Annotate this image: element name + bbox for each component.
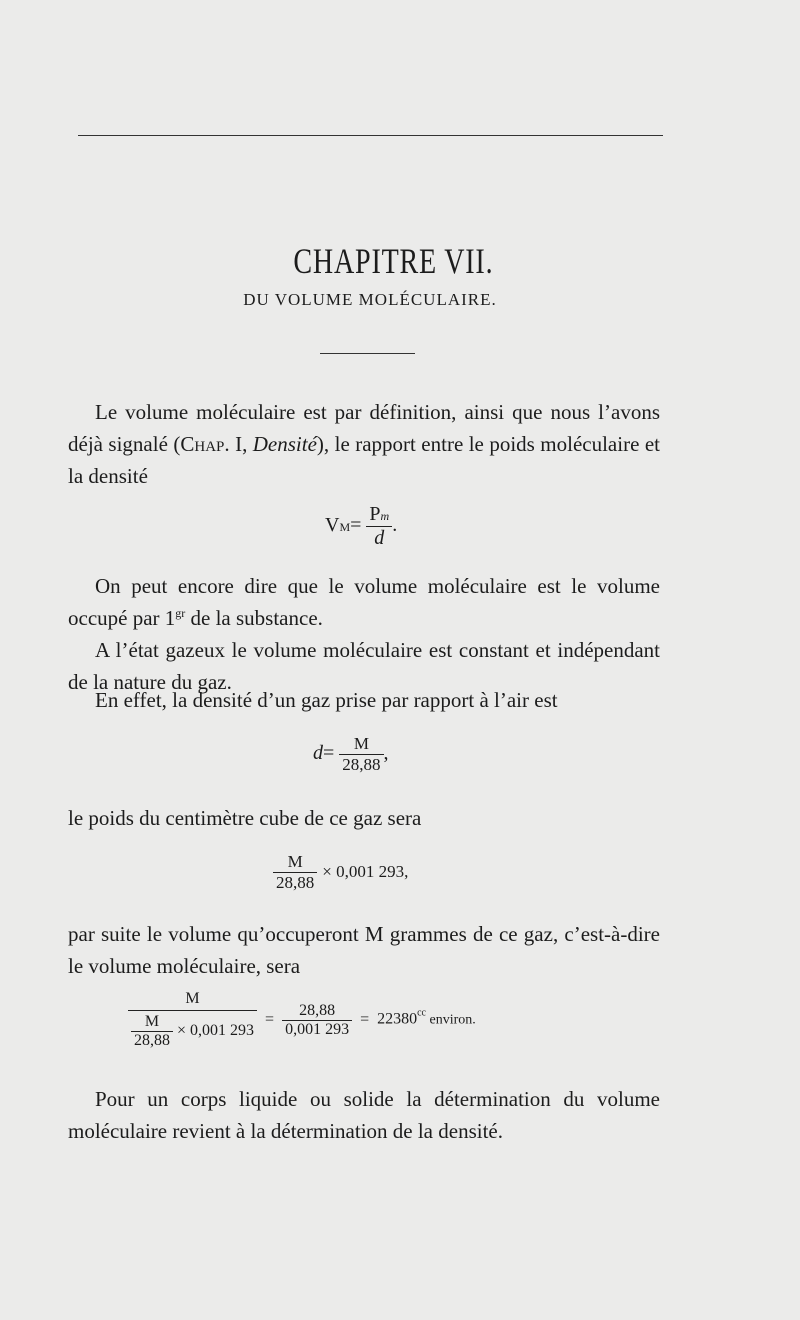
paragraph-3: A l’état gazeux le volume moléculaire est constant et indépendant de la nature du gaz. — [68, 638, 660, 694]
paragraph-5: le poids du centimètre cube de ce gaz sera — [68, 806, 422, 830]
equation-cm3-weight: $\frac{M}{28,88}$ × 0,001 293, — [273, 852, 408, 893]
paragraph-2: On peut encore dire que le volume moléculaire est le volume occupé par $1^{gr}$ de la substance. — [68, 574, 660, 630]
equation-density: d= $\frac{M}{28,88}$ , — [313, 734, 389, 774]
paragraph-4: En effet, la densité d’un gaz prise par rapport à l’air est — [95, 688, 558, 712]
equation-molecular-volume: M $\frac{M}{28,88}$ × 0,001 293 = $\frac{28,88}{0,001 293}$ = $22380^{cc}$ environ. — [128, 990, 476, 1050]
chapter-title: CHAPITRE VII. — [293, 241, 494, 281]
chapter-subtitle: DU VOLUME MOLÉCULAIRE. — [243, 290, 497, 309]
equation-vm: VM= $\frac{Pm}{d}$ . — [325, 503, 398, 549]
paragraph-6: par suite le volume qu’occuperont M grammes de ce gaz, c’est-à-dire le volume moléculaire, sera — [68, 922, 660, 978]
paragraph-7: Pour un corps liquide ou solide la détermination du volume moléculaire revient à la détermination de la densité. — [68, 1087, 660, 1143]
title-rule — [320, 353, 415, 354]
paragraph-1: Le volume moléculaire est par définition, ainsi que nous l’avons déjà signalé (Chap. I, Densité), le rapport entre le poids moléculaire et la densité — [68, 400, 660, 488]
top-rule — [78, 135, 663, 136]
